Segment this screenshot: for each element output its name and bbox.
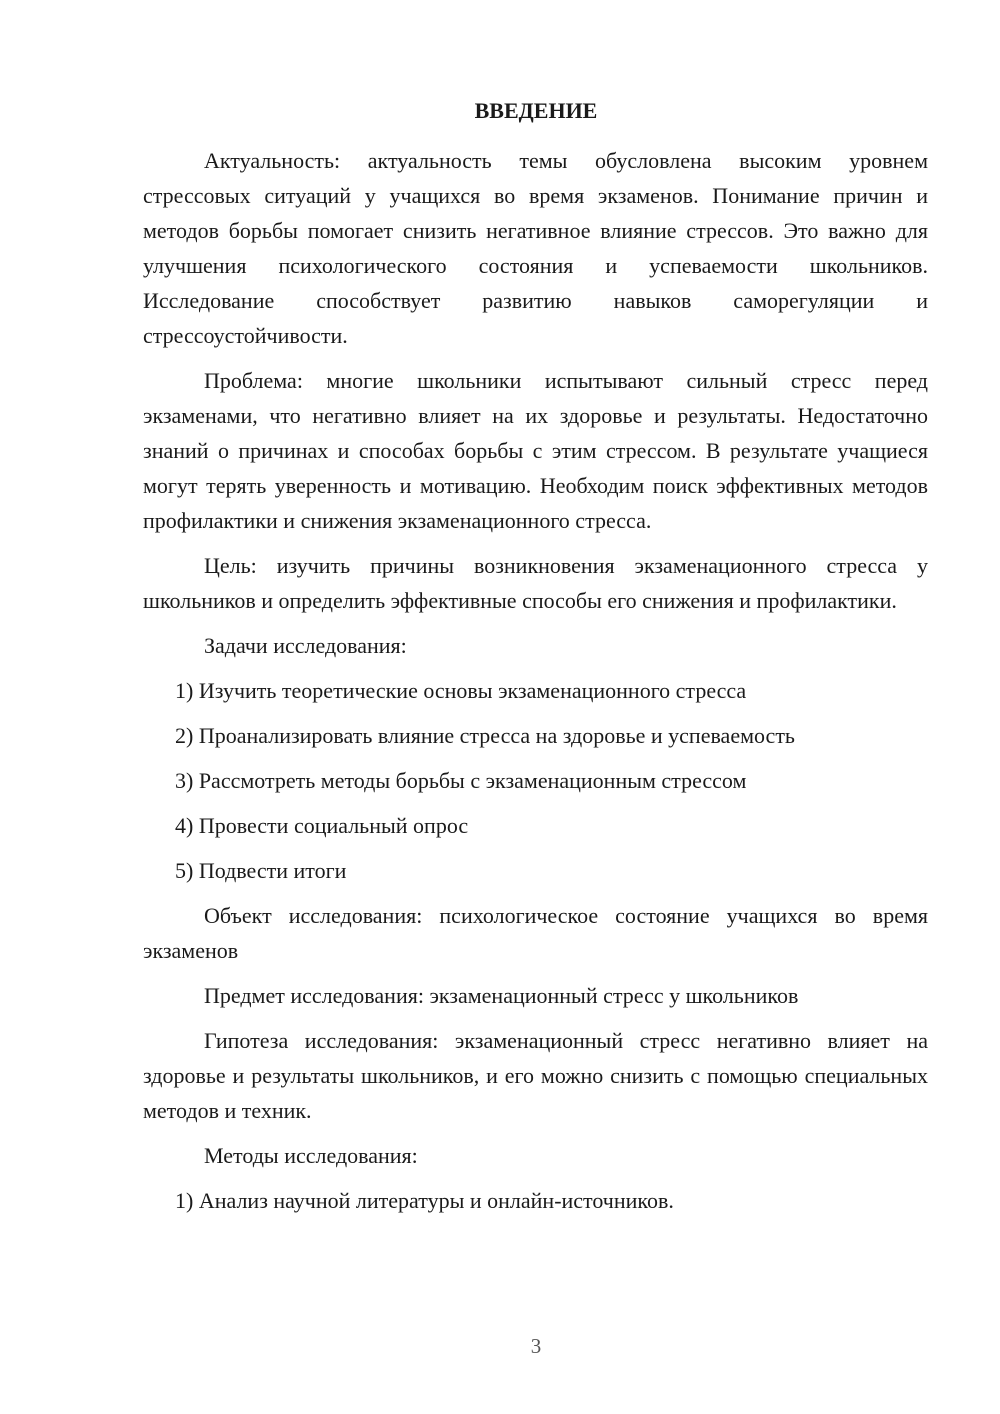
page-number: 3 (530, 1334, 542, 1358)
section-heading: ВВЕДЕНИЕ (474, 98, 598, 123)
problem-paragraph: Проблема: многие школьники испытывают сильный стресс перед экзаменами, что негативно влияет на их здоровье и результаты. Недостаточно знаний о причинах и способах борьбы с этим стрессом. В результате учащиеся могут терять уверенность и мотивацию. Необходим поиск эффективных методов профилактики и снижения экзаменационного стресса. (143, 368, 928, 533)
hypothesis-paragraph: Гипотеза исследования: экзаменационный стресс негативно влияет на здоровье и результаты школьников, и его можно снизить с помощью специальных методов и техник. (143, 1028, 928, 1123)
task-item-1: 1) Изучить теоретические основы экзаменационного стресса (175, 678, 747, 703)
task-item-4: 4) Провести социальный опрос (175, 813, 469, 838)
relevance-paragraph: Актуальность: актуальность темы обусловлена высоким уровнем стрессовых ситуаций у учащихся во время экзаменов. Понимание причин и методов борьбы помогает снизить негативное влияние стрессов. Это важно для улучшения психологического состояния и успеваемости школьников. Исследование способствует развитию навыков саморегуляции и стрессоустойчивости. (143, 148, 928, 348)
tasks-heading: Задачи исследования: (204, 633, 407, 658)
methods-heading: Методы исследования: (204, 1143, 418, 1168)
subject-paragraph: Предмет исследования: экзаменационный стресс у школьников (204, 983, 799, 1008)
document-body (143, 143, 928, 1228)
object-paragraph: Объект исследования: психологическое состояние учащихся во время экзаменов (143, 903, 928, 963)
method-item-1: 1) Анализ научной литературы и онлайн-источников. (175, 1188, 674, 1213)
task-item-3: 3) Рассмотреть методы борьбы с экзаменационным стрессом (175, 768, 747, 793)
task-item-5: 5) Подвести итоги (175, 858, 347, 883)
task-item-2: 2) Проанализировать влияние стресса на здоровье и успеваемость (175, 723, 795, 748)
goal-paragraph: Цель: изучить причины возникновения экзаменационного стресса у школьников и определить эффективные способы его снижения и профилактики. (143, 553, 928, 613)
